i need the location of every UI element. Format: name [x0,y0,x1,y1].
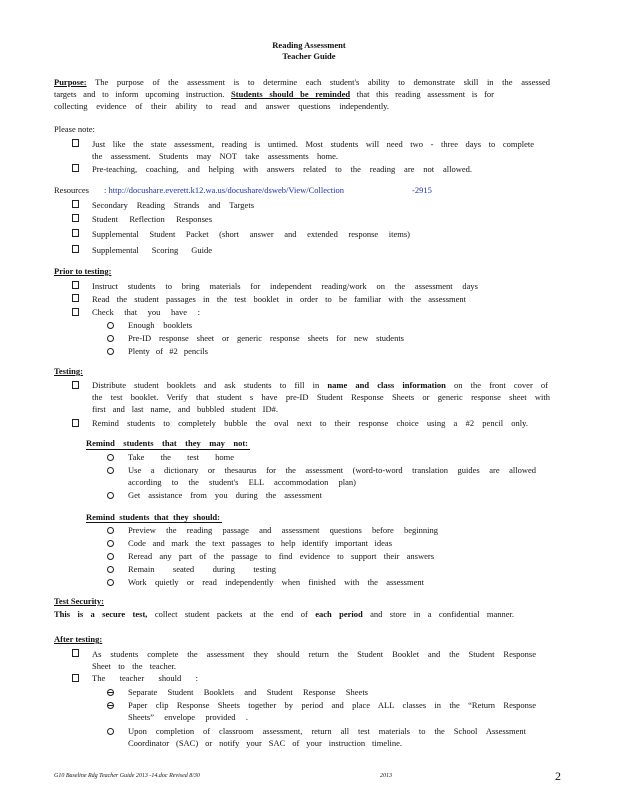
prior-testing-header: Prior to testing: [54,266,112,276]
prior-subitem: Enough booklets [128,320,192,330]
bullet-square-icon [70,164,80,174]
bullet-circle-icon [107,322,114,329]
teacher-subitem: Separate Student Booklets and Student Response Sheets [128,687,368,697]
bullet-square-icon [70,281,80,291]
testing-item-1-line-2: the test booklet. Verify that student s have pre-ID Student Response Sheets or generic response sheet with [92,392,550,402]
bullet-circle-icon [107,702,114,709]
prior-item-3: Check that you have : [92,307,200,317]
bullet-circle-icon [107,540,114,547]
page-title: Reading Assessment [272,40,346,50]
bullet-square-icon [70,139,80,149]
bullet-circle-icon [107,728,114,735]
bullet-circle-icon [107,527,114,534]
footer-year: 2013 [380,773,392,779]
resource-item: Secondary Reading Strands and Targets [92,200,254,210]
resources-label: Resources [54,185,89,195]
resource-item: Supplemental Student Packet (short answer and extended response items) [92,229,410,239]
should-item: Reread any part of the passage to find evidence to support their answers [128,551,434,561]
bullet-circle-icon [107,566,114,573]
teacher-subitem-cont: Sheets” envelope provided . [128,712,248,722]
subheader-underline [86,522,222,523]
bullet-circle-icon [107,689,114,696]
may-not-item: Take the test home [128,452,234,462]
teacher-subitem: Upon completion of classroom assessment, return all test materials to the School Assessment [128,726,526,736]
bullet-square-icon [70,200,80,210]
bullet-square-icon [70,419,80,429]
resources-link[interactable]: : http://docushare.everett.k12.wa.us/docushare/dsweb/View/Collection [104,185,345,195]
bullet-circle-icon [107,348,114,355]
prior-subitem: Pre-ID response sheet or generic response sheets for new students [128,333,404,343]
bullet-square-icon [70,649,80,659]
after-item-2: The teacher should : [92,673,198,683]
bullet-circle-icon [107,335,114,342]
note-2: Pre-teaching, coaching, and helping with answers related to the reading are not allowed. [92,164,472,174]
bullet-square-icon [70,381,80,391]
purpose-label: Purpose: [54,77,87,87]
after-item-1-line-1: As students complete the assessment they should return the Student Booklet and the Student Response [92,649,536,659]
note-1-line-1: Just like the state assessment, reading is untimed. Most students will need two - three days to complete [92,139,534,149]
teacher-subitem: Paper clip Response Sheets together by period and place ALL classes in the “Return Response [128,700,536,710]
testing-item-1-line-1: Distribute student booklets and ask students to fill in name and class information on the front cover of [92,380,549,390]
bullet-square-icon [70,229,80,239]
testing-item-1-line-3: first and last name, and bubbled student ID#. [92,404,278,414]
should-subheader: Remind students that they should: [86,512,220,522]
prior-subitem: Plenty of #2 pencils [128,346,208,356]
bullet-circle-icon [107,579,114,586]
bullet-circle-icon [107,454,114,461]
may-not-item-cont: according to the student's ELL accommodation plan) [128,477,356,487]
please-note-label: Please note: [54,124,95,134]
test-security-text: This is a secure test, collect student packets at the end of each period and store in a confidential manner. [54,609,515,619]
prior-item-1: Instruct students to bring materials for independent reading/work on the assessment days [92,281,478,291]
testing-header: Testing: [54,366,83,376]
bullet-circle-icon [107,467,114,474]
bullet-square-icon [70,308,80,318]
after-item-1-line-2: Sheet to the teacher. [92,661,176,671]
may-not-item: Get assistance from you during the assessment [128,490,322,500]
bullet-square-icon [70,214,80,224]
should-item: Preview the reading passage and assessment questions before beginning [128,525,438,535]
bullet-square-icon [70,294,80,304]
footer-doc-info: G10 Baseline Rdg Teacher Guide 2013 -14.doc Revised 8/30 [54,773,200,779]
page-subtitle: Teacher Guide [282,51,336,61]
purpose-line-3: collecting evidence of their ability to read and answer questions independently. [54,101,389,111]
resource-item: Supplemental Scoring Guide [92,245,212,255]
prior-item-2: Read the student passages in the test booklet in order to be familiar with the assessment [92,294,466,304]
bullet-circle-icon [107,553,114,560]
should-item: Work quietly or read independently when finished with the assessment [128,577,424,587]
test-security-header: Test Security: [54,596,104,606]
testing-item-2: Remind students to completely bubble the oval next to their response choice using a #2 pencil only. [92,418,528,428]
resources-link-suffix[interactable]: -2915 [412,185,432,195]
may-not-subheader: Remind students that they may not: [86,438,248,448]
resource-item: Student Reflection Responses [92,214,212,224]
purpose-line-1: Purpose: The purpose of the assessment is to determine each student's ability to demonstrate skill in the assessed [54,77,550,87]
bullet-square-icon [70,245,80,255]
purpose-line-2: targets and to inform upcoming instruction. Students should be reminded that this reading assessment is for [54,89,494,99]
bullet-square-icon [70,674,80,684]
students-reminded: Students should be reminded [231,89,351,99]
may-not-item: Use a dictionary or thesaurus for the assessment (word-to-word translation guides are allowed [128,465,536,475]
subheader-underline [86,449,250,450]
note-1-line-2: the assessment. Students may NOT take assessments home. [92,151,338,161]
bullet-circle-icon [107,492,114,499]
should-item: Remain seated during testing [128,564,276,574]
teacher-subitem-cont: Coordinator (SAC) or notify your SAC of your instruction timeline. [128,738,402,748]
after-testing-header: After testing: [54,634,103,644]
should-item: Code and mark the text passages to help identify important ideas [128,538,392,548]
page-number: 2 [555,769,561,783]
